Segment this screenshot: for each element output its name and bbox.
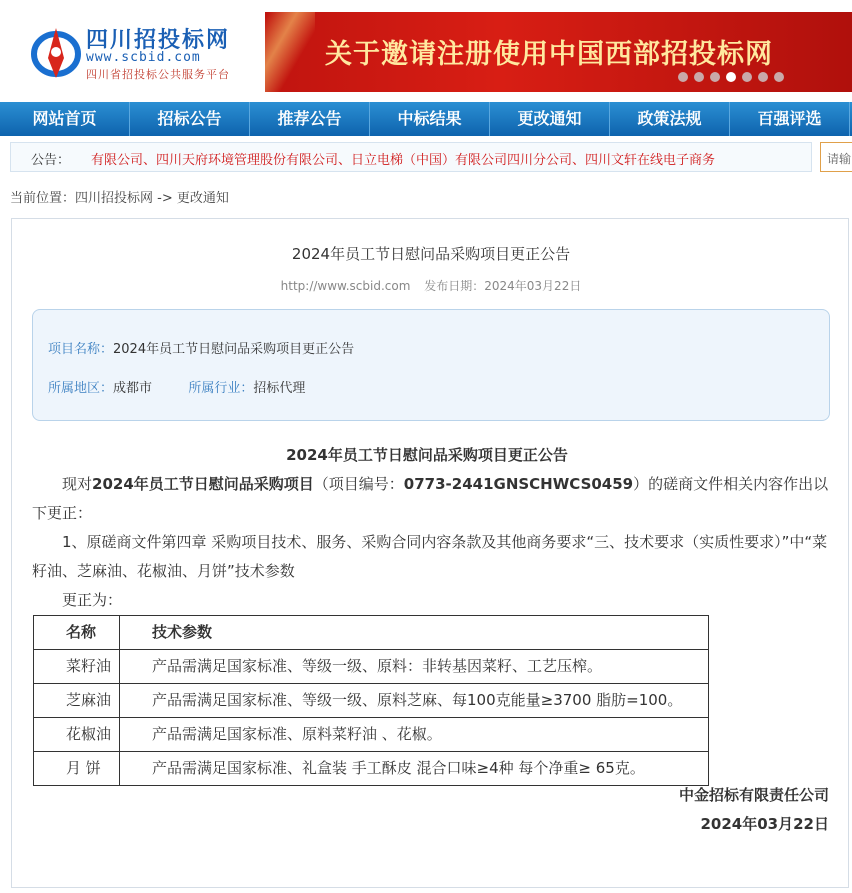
project-name-value: 2024年员工节日慰问品采购项目更正公告	[113, 342, 355, 357]
nav-item-home[interactable]: 网站首页	[0, 102, 130, 136]
project-name-row	[48, 338, 354, 357]
search-input[interactable]: 请输	[820, 142, 852, 172]
carousel-dots	[678, 72, 784, 82]
table-cell-spec: 产品需满足国家标准、等级一级、原料：非转基因菜籽、工艺压榨。	[120, 650, 709, 684]
article-title: 2024年员工节日慰问品采购项目更正公告	[291, 245, 571, 263]
table-row	[34, 752, 709, 786]
table-row	[34, 650, 709, 684]
notice-marquee[interactable]: 有限公司、四川天府环境管理股份有限公司、日立电梯（中国）有限公司四川分公司、四川文轩在线电子商务	[91, 153, 716, 168]
nav-item-changes[interactable]: 更改通知	[490, 102, 610, 136]
notice-bar	[10, 142, 812, 172]
spec-table	[33, 615, 709, 786]
carousel-dot[interactable]	[678, 72, 688, 82]
region-value: 成都市	[113, 381, 153, 396]
carousel-dot[interactable]	[742, 72, 752, 82]
logo-subtitle: 四川省招投标公共服务平台	[86, 68, 230, 81]
carousel-dot[interactable]	[694, 72, 704, 82]
site-header	[0, 0, 852, 100]
paragraph-change-scope: 1、原磋商文件第四章 采购项目技术、服务、采购合同内容条款及其他商务要求“三、技术要求（实质性要求）”中“菜籽油、芝麻油、花椒油、月饼”技术参数	[32, 533, 828, 580]
table-cell-name: 月 饼	[34, 752, 120, 786]
logo-icon	[28, 22, 90, 82]
banner-decoration	[265, 12, 315, 92]
carousel-dot[interactable]	[710, 72, 720, 82]
region-industry-row	[48, 377, 305, 396]
publish-date: 发布日期：2024年03月22日	[424, 279, 582, 293]
promo-banner[interactable]	[265, 12, 852, 92]
table-cell-spec: 产品需满足国家标准、原料菜籽油 、花椒。	[120, 718, 709, 752]
breadcrumb: 当前位置：四川招投标网 -> 更改通知	[10, 191, 229, 206]
table-cell-name: 花椒油	[34, 718, 120, 752]
nav-item-top100[interactable]: 百强评选	[730, 102, 850, 136]
paragraph-corrected-to: 更正为：	[62, 591, 123, 609]
signer: 中金招标有限责任公司	[678, 786, 829, 804]
article-meta	[12, 277, 850, 294]
carousel-dot[interactable]	[774, 72, 784, 82]
carousel-dot[interactable]	[758, 72, 768, 82]
banner-text: 关于邀请注册使用中国西部招投标网	[325, 39, 773, 70]
main-nav	[0, 102, 852, 136]
table-cell-name: 芝麻油	[34, 684, 120, 718]
paragraph-intro: 现对2024年员工节日慰问品采购项目（项目编号：0773-2441GNSCHWCS0459）的磋商文件相关内容作出以下更正：	[32, 475, 829, 522]
region-label: 所属地区：	[48, 381, 114, 396]
nav-item-policy[interactable]: 政策法规	[610, 102, 730, 136]
notice-label: 公告：	[31, 153, 71, 168]
project-name-label: 项目名称：	[48, 342, 114, 357]
carousel-dot-active[interactable]	[726, 72, 736, 82]
table-cell-name: 菜籽油	[34, 650, 120, 684]
table-cell-spec: 产品需满足国家标准、等级一级、原料芝麻、每100克能量≥3700 脂肪=100。	[120, 684, 709, 718]
logo-title: 四川招投标网	[86, 27, 231, 53]
project-info-box	[32, 309, 830, 421]
article-container	[11, 218, 849, 888]
table-header-row	[34, 616, 709, 650]
industry-value: 招标代理	[253, 381, 306, 396]
nav-item-results[interactable]: 中标结果	[370, 102, 490, 136]
body-title: 2024年员工节日慰问品采购项目更正公告	[286, 446, 568, 464]
table-cell-spec: 产品需满足国家标准、礼盒装 手工酥皮 混合口味≥4种 每个净重≥ 65克。	[120, 752, 709, 786]
industry-label: 所属行业：	[188, 381, 254, 396]
site-link[interactable]: http://www.scbid.com	[280, 279, 411, 293]
nav-item-recommended[interactable]: 推荐公告	[250, 102, 370, 136]
sign-date: 2024年03月22日	[700, 815, 829, 833]
logo-url: www.scbid.com	[86, 50, 201, 65]
nav-item-tender[interactable]: 招标公告	[130, 102, 250, 136]
table-row	[34, 684, 709, 718]
table-header-spec: 技术参数	[120, 616, 709, 650]
table-row	[34, 718, 709, 752]
site-logo[interactable]	[28, 20, 258, 84]
table-header-name: 名称	[34, 616, 120, 650]
